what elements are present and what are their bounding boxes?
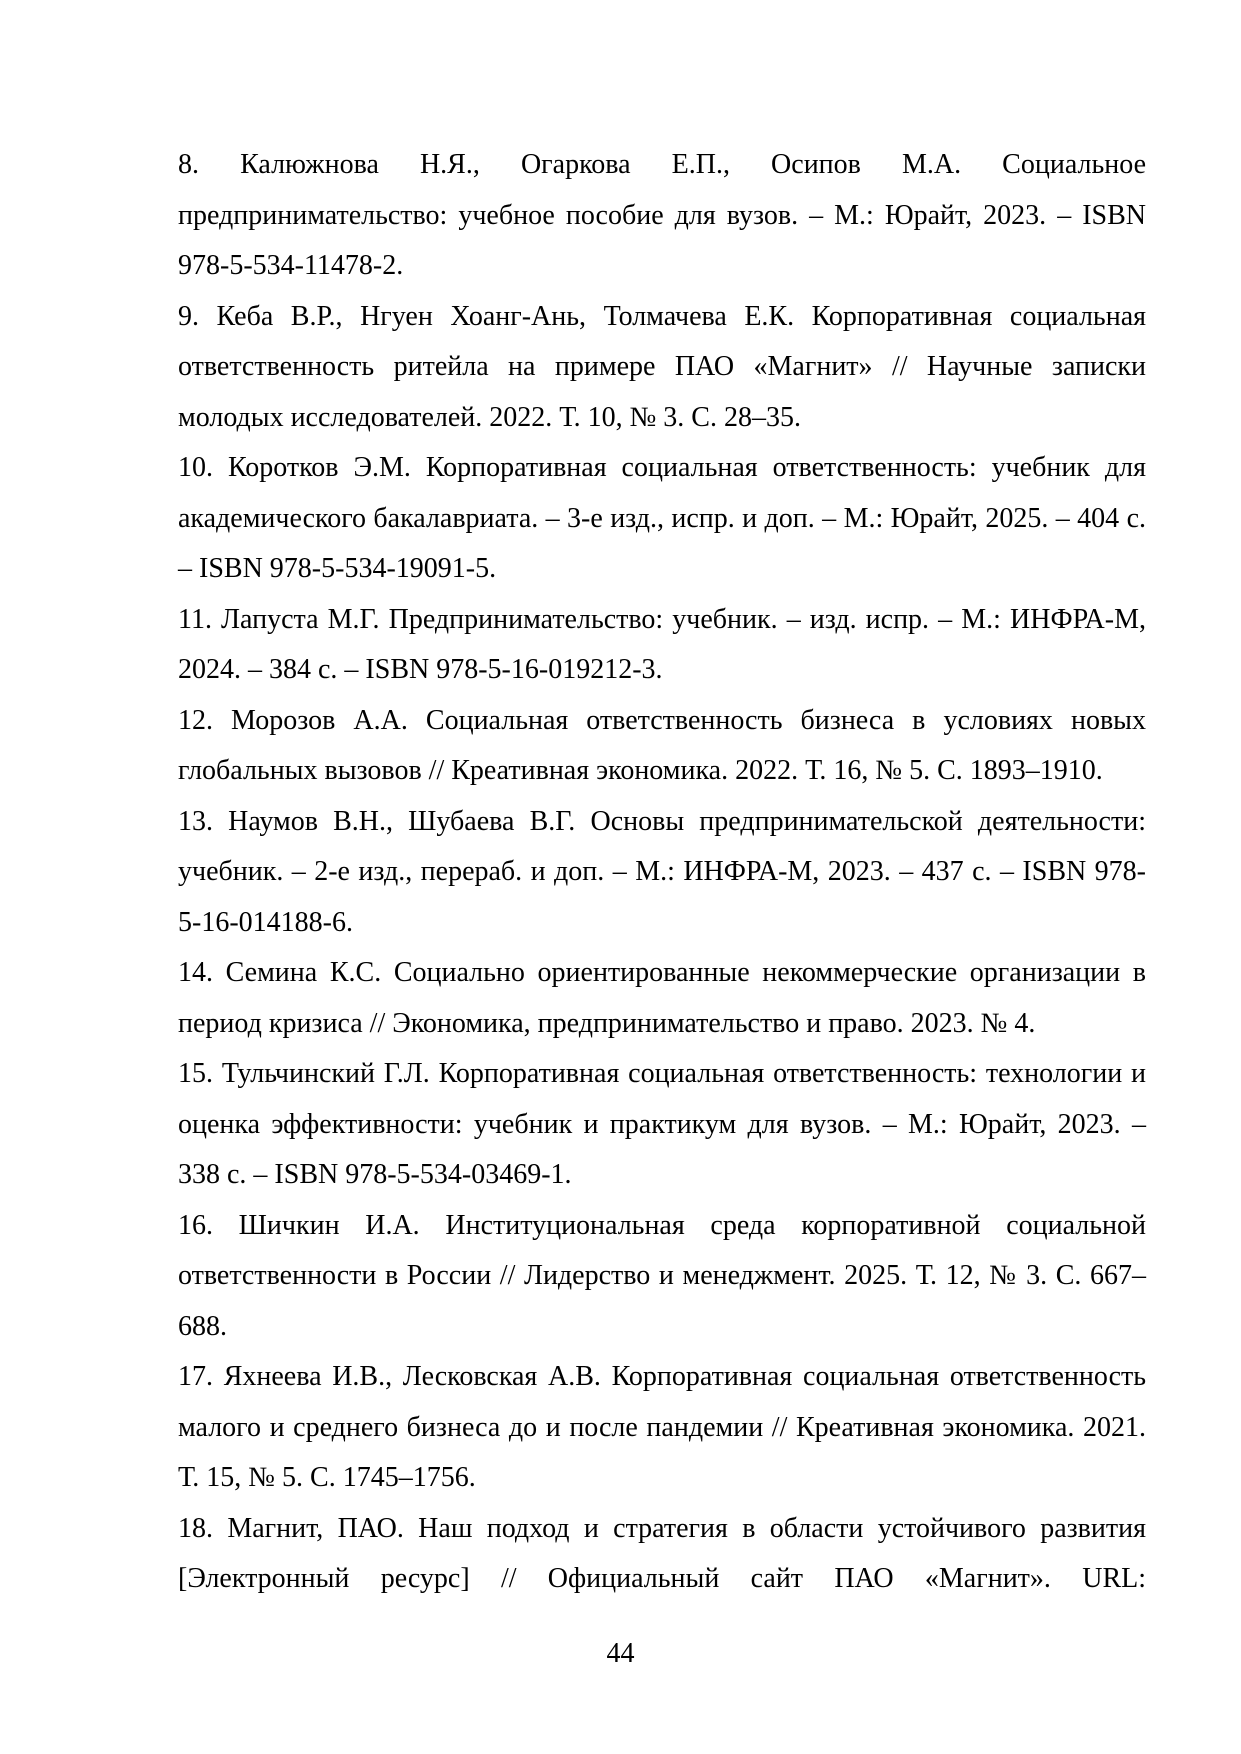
reference-entry-16: 16. Шичкин И.А. Институциональная среда корпоративной социальной ответственности в России // Лидерство и менеджмент. 2025. Т. 12, № 3. С. 667–688. — [178, 1209, 1146, 1342]
reference-entry-15: 15. Тульчинский Г.Л. Корпоративная социальная ответственность: технологии и оценка эффективности: учебник и практикум для вузов. – М.: Юрайт, 2023. – 338 с. – ISBN 978-5-534-03469-1. — [178, 1058, 1146, 1190]
reference-entry-13: 13. Наумов В.Н., Шубаева В.Г. Основы предпринимательской деятельности: учебник. – 2-е изд., перераб. и доп. – М.: ИНФРА-М, 2023. – 437 с. – ISBN 978-5-16-014188-6. — [178, 805, 1146, 938]
reference-list — [178, 140, 1146, 1605]
reference-entry-9: 9. Кеба В.Р., Нгуен Хоанг-Ань, Толмачева Е.К. Корпоративная социальная ответственность ритейла на примере ПАО «Магнит» // Научные записки молодых исследователей. 2022. Т. 10, № 3. С. 28–35. — [178, 300, 1146, 433]
reference-entry-12: 12. Морозов А.А. Социальная ответственность бизнеса в условиях новых глобальных вызовов // Креативная экономика. 2022. Т. 16, № 5. С. 1893–1910. — [178, 704, 1146, 786]
reference-entry-8: 8. Калюжнова Н.Я., Огаркова Е.П., Осипов М.А. Социальное предпринимательство: учебное пособие для вузов. – М.: Юрайт, 2023. – ISBN 978-5-534-11478-2. — [178, 149, 1146, 281]
page-number: 44 — [606, 1638, 635, 1669]
reference-entry-10: 10. Коротков Э.М. Корпоративная социальная ответственность: учебник для академического бакалавриата. – 3-е изд., испр. и доп. – М.: Юрайт, 2025. – 404 с. – ISBN 978-5-534-19091-5. — [178, 452, 1146, 584]
reference-entry-14: 14. Семина К.С. Социально ориентированные некоммерческие организации в период кризиса // Экономика, предпринимательство и право. 2023. № 4. — [178, 957, 1146, 1039]
reference-entry-11: 11. Лапуста М.Г. Предпринимательство: учебник. – изд. испр. – М.: ИНФРА-М, 2024. – 384 с. – ISBN 978-5-16-019212-3. — [178, 603, 1146, 685]
reference-entry-17: 17. Яхнеева И.В., Лесковская А.В. Корпоративная социальная ответственность малого и среднего бизнеса до и после пандемии // Креативная экономика. 2021. Т. 15, № 5. С. 1745–1756. — [178, 1361, 1146, 1493]
reference-entry-18: 18. Магнит, ПАО. Наш подход и стратегия в области устойчивого развития [Электронный ресурс] // Официальный сайт ПАО «Магнит». URL: — [178, 1512, 1146, 1594]
